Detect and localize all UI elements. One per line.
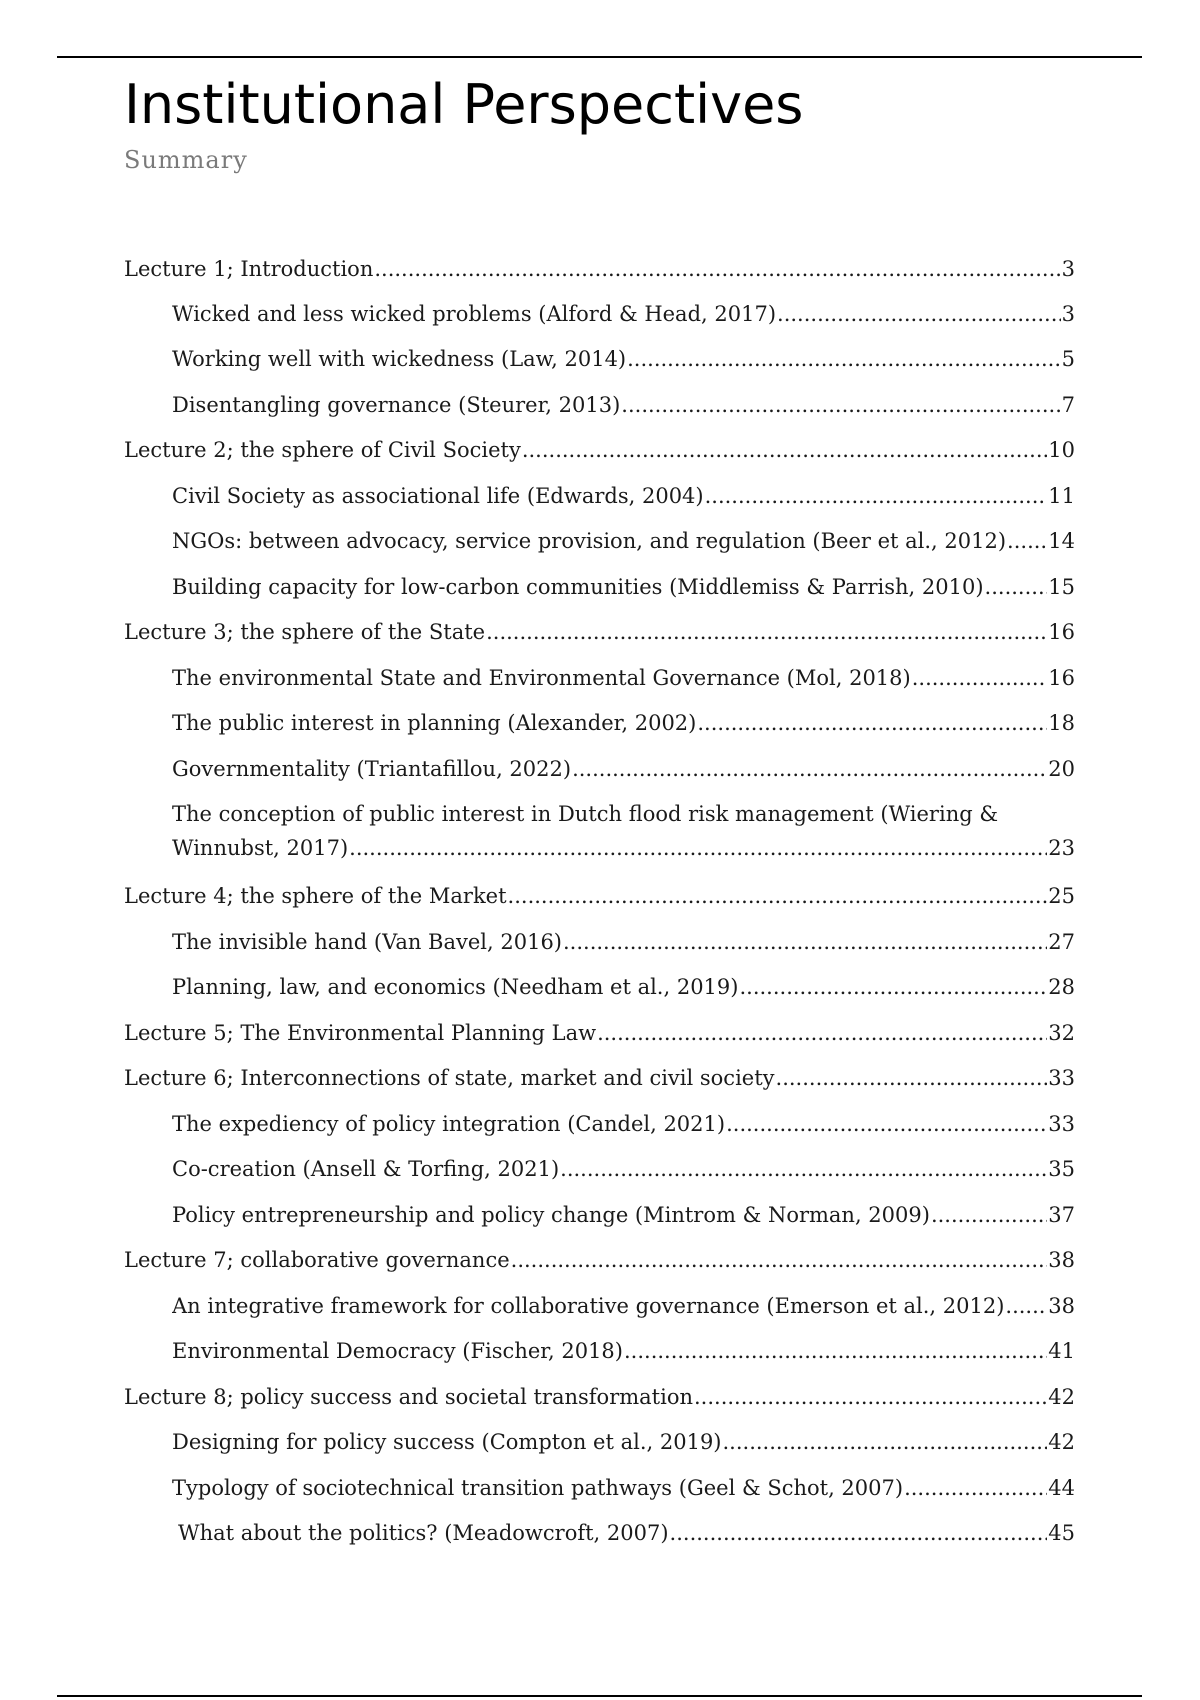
toc-entry[interactable]: [172, 479, 1075, 513]
toc-entry[interactable]: [172, 706, 1075, 740]
toc-entry-title: Lecture 2; the sphere of Civil Society: [124, 438, 521, 462]
toc-leader: [705, 479, 1048, 513]
toc-entry-title: Wicked and less wicked problems (Alford & Head, 2017): [172, 302, 777, 326]
toc-leader: [904, 1471, 1047, 1505]
toc-entry[interactable]: [124, 433, 1075, 467]
toc-entry-page: 18: [1048, 711, 1075, 735]
toc-leader: [697, 706, 1047, 740]
toc-entry[interactable]: [172, 1471, 1075, 1505]
toc-leader: [621, 388, 1060, 422]
toc-entry-title: Lecture 7; collaborative governance: [124, 1248, 510, 1272]
toc-entry-page: 44: [1048, 1476, 1075, 1500]
toc-entry-page: 42: [1048, 1385, 1075, 1409]
toc-entry[interactable]: [172, 524, 1075, 558]
toc-entry-page: 23: [1048, 836, 1075, 860]
toc-entry-title: Co-creation (Ansell & Torfing, 2021): [172, 1157, 560, 1181]
toc-entry[interactable]: [124, 252, 1075, 286]
toc-leader: [931, 1198, 1047, 1232]
toc-leader: [486, 615, 1047, 649]
toc-entry[interactable]: [172, 752, 1075, 786]
toc-leader: [777, 297, 1061, 331]
toc-entry-title-continued: Winnubst, 2017): [172, 836, 349, 860]
toc-entry-page: 45: [1048, 1521, 1075, 1545]
toc-entry-title: An integrative framework for collaborative governance (Emerson et al., 2012): [172, 1294, 1005, 1318]
document-title: Institutional Perspectives: [124, 73, 804, 136]
toc-entry-page: 20: [1048, 757, 1075, 781]
toc-leader: [597, 1016, 1047, 1050]
toc-entry-title: Disentangling governance (Steurer, 2013): [172, 393, 621, 417]
toc-entry[interactable]: [124, 1016, 1075, 1050]
toc-entry[interactable]: [172, 342, 1075, 376]
top-rule: [57, 56, 1142, 58]
toc-entry[interactable]: [172, 1334, 1075, 1368]
toc-entry-title: Lecture 1; Introduction: [124, 257, 374, 281]
toc-entry-title: Environmental Democracy (Fischer, 2018): [172, 1339, 623, 1363]
toc-entry[interactable]: [172, 1289, 1075, 1323]
toc-entry-title: Typology of sociotechnical transition pathways (Geel & Schot, 2007): [172, 1476, 904, 1500]
toc-entry[interactable]: [124, 1380, 1075, 1414]
toc-leader: [349, 831, 1047, 865]
toc-entry[interactable]: [172, 1425, 1075, 1459]
toc-entry[interactable]: [172, 297, 1075, 331]
toc-entry-title: Policy entrepreneurship and policy change (Mintrom & Norman, 2009): [172, 1203, 930, 1227]
toc-entry-title: The conception of public interest in Dutch flood risk management (Wiering &: [172, 802, 999, 826]
toc-leader: [627, 342, 1061, 376]
toc-entry-title: Designing for policy success (Compton et al., 2019): [172, 1430, 722, 1454]
toc-entry-title: Building capacity for low-carbon communities (Middlemiss & Parrish, 2010): [172, 575, 984, 599]
toc-entry-page: 41: [1048, 1339, 1075, 1363]
toc-leader: [508, 879, 1048, 913]
toc-entry[interactable]: [172, 570, 1075, 604]
toc-entry-title: Lecture 4; the sphere of the Market: [124, 884, 507, 908]
toc-entry-page: 38: [1048, 1248, 1075, 1272]
toc-leader: [776, 1061, 1048, 1095]
toc-entry[interactable]: [172, 1198, 1075, 1232]
toc-entry-page: 42: [1048, 1430, 1075, 1454]
toc-entry-title: What about the politics? (Meadowcroft, 2007): [178, 1521, 669, 1545]
toc-entry-page: 28: [1048, 975, 1075, 999]
toc-entry-title: Civil Society as associational life (Edwards, 2004): [172, 484, 704, 508]
toc-entry-page: 37: [1048, 1203, 1075, 1227]
toc-entry-page: 32: [1048, 1021, 1075, 1045]
toc-entry-page: 14: [1048, 529, 1075, 553]
toc-entry-title: Lecture 6; Interconnections of state, market and civil society: [124, 1066, 775, 1090]
toc-leader: [560, 1152, 1047, 1186]
toc-entry-title: The invisible hand (Van Bavel, 2016): [172, 930, 562, 954]
toc-entry-page: 15: [1048, 575, 1075, 599]
toc-entry[interactable]: [124, 879, 1075, 913]
toc-leader: [912, 661, 1048, 695]
toc-entry-title: The expediency of policy integration (Candel, 2021): [172, 1112, 726, 1136]
toc-leader: [511, 1243, 1048, 1277]
toc-entry-title: Lecture 8; policy success and societal transformation: [124, 1385, 693, 1409]
toc-entry[interactable]: [172, 1107, 1075, 1141]
toc-entry[interactable]: [172, 970, 1075, 1004]
toc-leader: [563, 925, 1047, 959]
toc-leader: [572, 752, 1047, 786]
toc-entry-page: 33: [1048, 1112, 1075, 1136]
toc-leader: [670, 1516, 1048, 1550]
toc-entry-page: 3: [1061, 302, 1075, 326]
toc-entry[interactable]: [124, 1243, 1075, 1277]
toc-entry-title: NGOs: between advocacy, service provision, and regulation (Beer et al., 2012): [172, 529, 1007, 553]
toc-leader: [522, 433, 1047, 467]
toc-leader: [739, 970, 1047, 1004]
toc-entry[interactable]: [172, 1152, 1075, 1186]
bottom-rule: [57, 1695, 1142, 1697]
toc-entry[interactable]: [172, 388, 1075, 422]
toc-entry[interactable]: [124, 1061, 1075, 1095]
toc-entry-title: Lecture 5; The Environmental Planning Law: [124, 1021, 597, 1045]
toc-entry-title: The public interest in planning (Alexander, 2002): [172, 711, 697, 735]
toc-entry-page: 38: [1048, 1294, 1075, 1318]
toc-entry-page: 10: [1048, 438, 1075, 462]
toc-entry[interactable]: [172, 661, 1075, 695]
toc-entry-page: 27: [1048, 930, 1075, 954]
toc-leader: [1005, 1289, 1047, 1323]
toc-entry-title: Working well with wickedness (Law, 2014): [172, 347, 627, 371]
toc-entry-page: 16: [1048, 620, 1075, 644]
toc-leader: [694, 1380, 1047, 1414]
toc-entry-title: Governmentality (Triantafillou, 2022): [172, 757, 572, 781]
toc-leader: [624, 1334, 1047, 1368]
toc-entry-page: 11: [1048, 484, 1075, 508]
toc-entry[interactable]: [172, 797, 1075, 865]
toc-entry-page: 35: [1048, 1157, 1075, 1181]
document-subtitle: Summary: [124, 146, 248, 174]
toc-entry-page: 25: [1048, 884, 1075, 908]
toc-entry-page: 33: [1048, 1066, 1075, 1090]
toc-entry[interactable]: [124, 615, 1075, 649]
toc-entry-page: 7: [1061, 393, 1075, 417]
toc-leader: [1007, 524, 1047, 558]
toc-leader: [985, 570, 1048, 604]
toc-entry-page: 3: [1061, 257, 1075, 281]
toc-leader: [374, 252, 1060, 286]
toc-entry[interactable]: [172, 925, 1075, 959]
toc-entry[interactable]: [178, 1516, 1075, 1550]
toc-entry-title: The environmental State and Environmental Governance (Mol, 2018): [172, 666, 911, 690]
toc-leader: [726, 1107, 1047, 1141]
toc-entry-page: 16: [1048, 666, 1075, 690]
toc-entry-title: Lecture 3; the sphere of the State: [124, 620, 486, 644]
toc-entry-page: 5: [1061, 347, 1075, 371]
toc-entry-title: Planning, law, and economics (Needham et al., 2019): [172, 975, 739, 999]
toc-leader: [723, 1425, 1048, 1459]
